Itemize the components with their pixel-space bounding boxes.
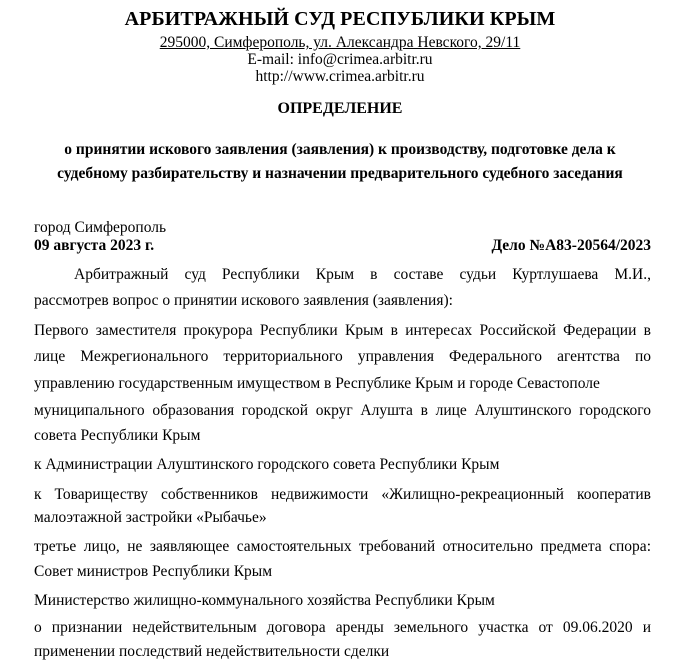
- body-line: Арбитражный суд Республики Крым в составе судьи Куртлушаева М.И.,: [74, 266, 651, 283]
- court-name: АРБИТРАЖНЫЙ СУД РЕСПУБЛИКИ КРЫМ: [124, 8, 556, 30]
- body-line: третье лицо, не заявляющее самостоятельных требований относительно предмета спора:: [34, 538, 651, 555]
- body-line: применении последствий недействительности сделки: [34, 643, 390, 660]
- body-line: лице Межрегионального территориального управления Федерального агентства по: [34, 348, 651, 365]
- subject-line-2: судебному разбирательству и назначении предварительного судебного заседания: [57, 165, 623, 182]
- document-date: 09 августа 2023 г.: [34, 237, 155, 254]
- body-line: малоэтажной застройки «Рыбачье»: [34, 509, 267, 526]
- body-line: Совет министров Республики Крым: [34, 563, 273, 580]
- body-line: Первого заместителя прокурора Республики Крым в интересах Российской Федерации в: [34, 322, 651, 339]
- body-line: управлению государственным имуществом в Республике Крым и городе Севастополе: [34, 375, 600, 392]
- court-website: http://www.crimea.arbitr.ru: [255, 68, 425, 85]
- body-line: о признании недействительным договора аренды земельного участка от 09.06.2020 и: [34, 619, 651, 636]
- document-subject: [40, 138, 640, 186]
- body-line: к Администрации Алуштинского городского совета Республики Крым: [34, 456, 500, 473]
- body-line: муниципального образования городской округ Алушта в лице Алуштинского городского: [34, 402, 651, 419]
- body-line: к Товариществу собственников недвижимости «Жилищно-рекреационный кооператив: [34, 486, 651, 503]
- case-number: Дело №А83-20564/2023: [491, 237, 651, 254]
- body-line: совета Республики Крым: [34, 427, 201, 444]
- body-line: рассмотрев вопрос о принятии искового заявления (заявления):: [34, 292, 453, 309]
- document-type: ОПРЕДЕЛЕНИЕ: [277, 100, 403, 117]
- body-line: Министерство жилищно-коммунального хозяйства Республики Крым: [34, 592, 495, 609]
- court-email: E-mail: info@crimea.arbitr.ru: [247, 51, 433, 68]
- subject-line-1: о принятии искового заявления (заявления) к производству, подготовке дела к: [64, 141, 616, 158]
- court-address: 295000, Симферополь, ул. Александра Невского, 29/11: [159, 34, 521, 51]
- document-city: город Симферополь: [34, 219, 167, 236]
